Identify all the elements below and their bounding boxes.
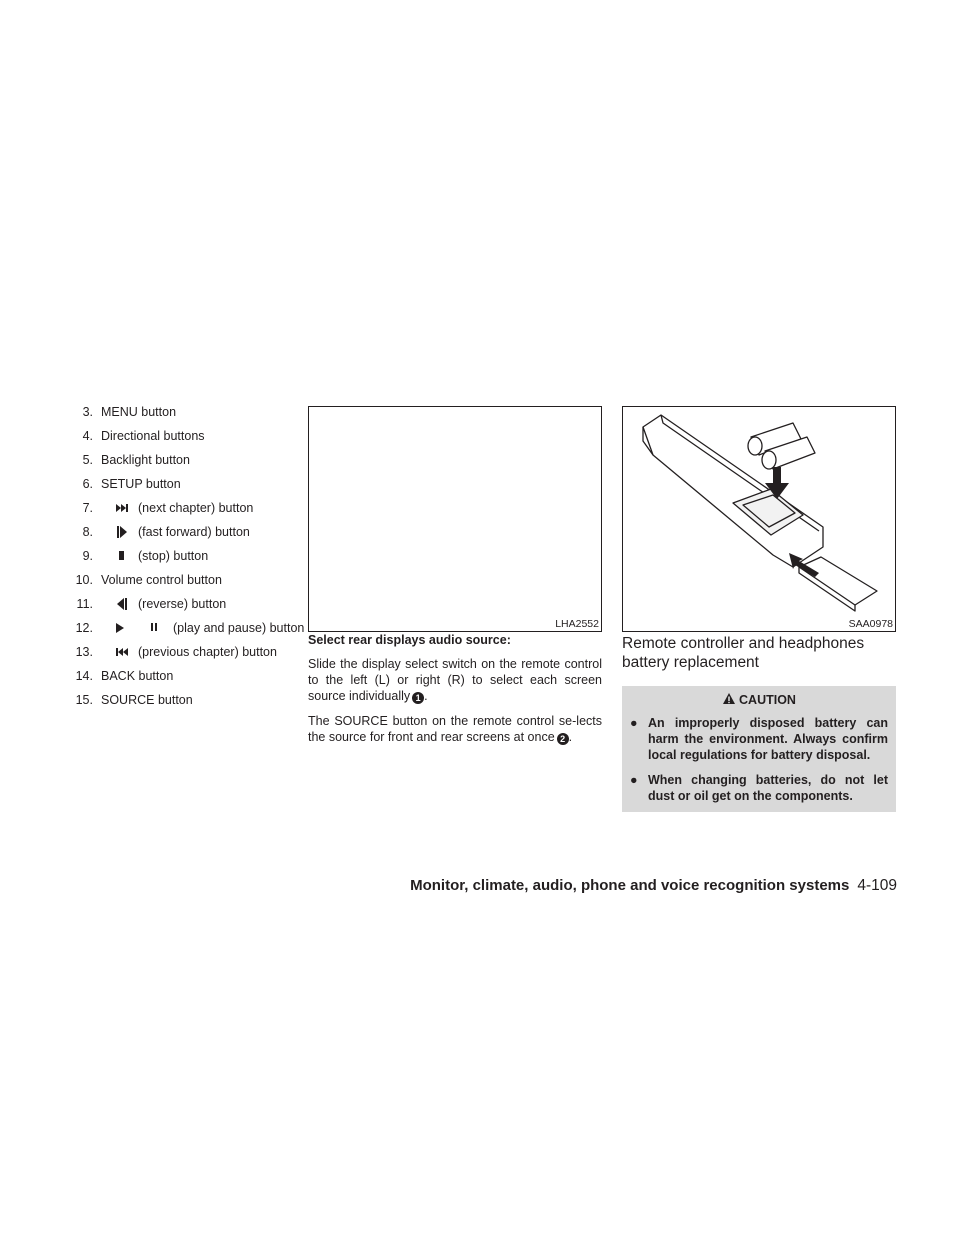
caution-box — [622, 686, 896, 812]
paragraph-text: Slide the display select switch on the remote control to the left (L) or right (R) to select each screen source individually — [308, 657, 602, 703]
paragraph: The SOURCE button on the remote control se-lects the source for front and rear screens at once 2 . — [308, 714, 602, 744]
list-text: Backlight button — [101, 453, 190, 467]
list-text: (reverse) button — [138, 597, 227, 611]
page-number: 4-109 — [857, 877, 897, 894]
list-text: Volume control button — [101, 573, 222, 587]
caution-label: CAUTION — [739, 693, 796, 707]
list-number: 5. — [82, 453, 93, 467]
caution-header — [630, 692, 888, 707]
list-item — [38, 668, 298, 692]
remote-battery-illustration — [623, 407, 895, 631]
play-pause-icon — [114, 620, 170, 636]
list-item — [38, 572, 298, 596]
next-chapter-icon — [114, 500, 130, 516]
list-item — [38, 428, 298, 452]
list-number: 15. — [75, 693, 93, 707]
section-title: Remote controller and headphones battery replacement — [622, 635, 865, 671]
list-text: SETUP button — [101, 477, 181, 491]
list-text: SOURCE button — [101, 693, 193, 707]
list-number: 9. — [82, 549, 93, 563]
bullet-icon: ● — [630, 716, 638, 730]
list-item — [38, 548, 298, 572]
caution-text: An improperly disposed battery can harm the environment. Always confirm local regulations for battery disposal. — [648, 716, 888, 762]
list-item — [38, 620, 305, 644]
figure-code: LHA2552 — [555, 618, 599, 630]
list-text: (play and pause) button — [173, 621, 305, 635]
caution-item — [630, 715, 888, 763]
list-number: 4. — [82, 429, 93, 443]
list-number: 6. — [82, 477, 93, 491]
list-number: 10. — [75, 573, 93, 587]
list-item — [38, 476, 298, 500]
callout-number: 1 — [412, 692, 424, 704]
fast-forward-icon — [114, 524, 130, 540]
list-number: 13. — [75, 645, 93, 659]
list-text: (next chapter) button — [138, 501, 254, 515]
chapter-title: Monitor, climate, audio, phone and voice recognition systems — [410, 877, 850, 894]
paragraph: Slide the display select switch on the remote control to the left (L) or right (R) to select each screen source individually 1 . — [308, 657, 602, 703]
battery-section — [622, 406, 896, 812]
list-text: Directional buttons — [101, 429, 205, 443]
list-item — [38, 500, 298, 524]
list-item — [38, 404, 298, 428]
caution-item — [630, 772, 888, 804]
list-number: 3. — [82, 405, 93, 419]
list-item — [38, 692, 298, 716]
figure-code: SAA0978 — [848, 618, 893, 630]
list-text: MENU button — [101, 405, 177, 419]
list-number: 8. — [82, 525, 93, 539]
warning-icon — [722, 692, 736, 705]
page-footer — [410, 877, 897, 895]
figure-blank — [308, 406, 602, 632]
callout-number: 2 — [557, 733, 569, 745]
stop-icon — [114, 548, 130, 564]
button-list — [38, 404, 305, 716]
figure-battery-replacement — [622, 406, 896, 632]
paragraph-text: The SOURCE button on the remote control se-lects the source for front and rear screens at once — [308, 714, 602, 744]
list-text: BACK button — [101, 669, 174, 683]
list-item — [38, 452, 298, 476]
list-item — [38, 644, 298, 668]
bullet-icon: ● — [630, 773, 638, 787]
list-text: (fast forward) button — [138, 525, 250, 539]
audio-source-section — [308, 406, 602, 754]
list-item — [38, 596, 298, 620]
list-number: 14. — [75, 669, 93, 683]
section-heading: Select rear displays audio source: — [308, 633, 511, 647]
previous-chapter-icon — [114, 644, 130, 660]
reverse-icon — [114, 596, 130, 612]
caution-text: When changing batteries, do not let dust or oil get on the components. — [648, 773, 888, 803]
list-number: 12. — [75, 621, 93, 635]
list-number: 11. — [76, 597, 93, 611]
list-number: 7. — [82, 501, 93, 515]
list-item — [38, 524, 298, 548]
list-text: (previous chapter) button — [138, 645, 277, 659]
list-text: (stop) button — [138, 549, 209, 563]
